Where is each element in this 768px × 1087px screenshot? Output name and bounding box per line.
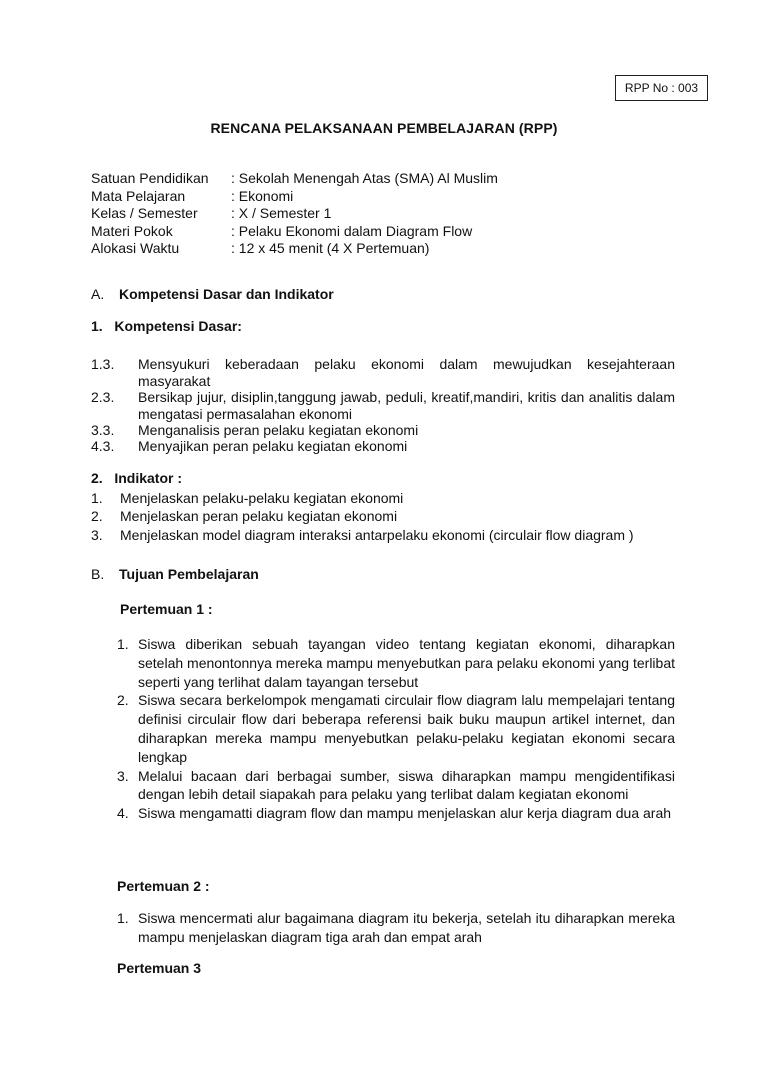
list-item bbox=[117, 804, 675, 823]
indikator-number: 1. bbox=[91, 490, 103, 506]
indikator-text: Menjelaskan pelaku-pelaku kegiatan ekonomi bbox=[120, 490, 404, 506]
pertemuan-2-list bbox=[117, 909, 675, 947]
indikator-number: 3. bbox=[91, 527, 103, 543]
kd-text: Menganalisis peran pelaku kegiatan ekonomi bbox=[138, 422, 419, 438]
list-item bbox=[117, 909, 675, 947]
kd-item bbox=[91, 422, 675, 439]
info-row-mapel bbox=[91, 188, 498, 206]
kd-number: 2.3. bbox=[91, 389, 115, 405]
identity-table bbox=[91, 170, 498, 258]
list-item bbox=[117, 767, 675, 805]
info-value: : Ekonomi bbox=[231, 187, 294, 204]
info-label: Mata Pelajaran bbox=[91, 187, 186, 204]
kd-number: 4.3. bbox=[91, 438, 115, 454]
info-value: : 12 x 45 menit (4 X Pertemuan) bbox=[231, 240, 430, 256]
list-text: Siswa mengamatti diagram flow dan mampu menjelaskan alur kerja diagram dua arah bbox=[138, 805, 672, 822]
list-text: Melalui bacaan dari berbagai sumber, siswa diharapkan mampu mengidentifikasi dengan lebih detail siapakah para pelaku yang terlibat dalam kegiatan ekonomi bbox=[138, 767, 675, 803]
indikator-number: 2. bbox=[91, 508, 103, 524]
kd-text: Mensyukuri keberadaan pelaku ekonomi dalam mewujudkan kesejahteraan masyarakat bbox=[138, 356, 675, 389]
kd-text: Bersikap jujur, disiplin,tanggung jawab, peduli, kreatif,mandiri, kritis dan analitis dalam mengatasi permasalahan ekonomi bbox=[138, 389, 675, 422]
indikator-text: Menjelaskan model diagram interaksi antarpelaku ekonomi (circulair flow diagram ) bbox=[120, 527, 634, 543]
list-text: Siswa diberikan sebuah tayangan video tentang kegiatan ekonomi, diharapkan setelah menontonnya mereka mampu menyebutkan para pelaku ekonomi yang terlibat seperti yang terlihat dalam tayangan tersebut bbox=[138, 636, 675, 690]
rpp-number-box: RPP No : 003 bbox=[615, 75, 708, 101]
document-title: RENCANA PELAKSANAAN PEMBELAJARAN (RPP) bbox=[210, 120, 558, 136]
info-label: Alokasi Waktu bbox=[91, 240, 180, 256]
kd-item bbox=[91, 389, 675, 422]
pertemuan-3-heading: Pertemuan 3 bbox=[117, 960, 202, 976]
kompetensi-dasar-heading: 1. Kompetensi Dasar: bbox=[91, 318, 242, 334]
kd-item bbox=[91, 356, 675, 389]
section-title: Kompetensi Dasar dan Indikator bbox=[119, 286, 334, 302]
info-value: : Sekolah Menengah Atas (SMA) Al Muslim bbox=[231, 170, 498, 186]
pertemuan-2-heading: Pertemuan 2 : bbox=[117, 878, 210, 894]
section-letter: A. bbox=[91, 286, 105, 302]
pertemuan-1-list bbox=[117, 635, 675, 823]
section-b-heading bbox=[91, 566, 259, 582]
info-label: Satuan Pendidikan bbox=[91, 170, 209, 186]
info-row-kelas bbox=[91, 205, 498, 223]
info-value: : Pelaku Ekonomi dalam Diagram Flow bbox=[231, 222, 473, 239]
info-row-alokasi bbox=[91, 240, 498, 258]
list-number: 3. bbox=[117, 767, 129, 784]
list-item bbox=[117, 635, 675, 691]
kd-number: 1.3. bbox=[91, 356, 115, 372]
indikator-heading: 2. Indikator : bbox=[91, 470, 183, 486]
kd-text: Menyajikan peran pelaku kegiatan ekonomi bbox=[138, 438, 408, 454]
list-number: 2. bbox=[117, 692, 129, 709]
section-title: Tujuan Pembelajaran bbox=[119, 566, 259, 582]
list-number: 4. bbox=[117, 805, 129, 822]
kd-item bbox=[91, 438, 675, 455]
list-number: 1. bbox=[117, 910, 129, 926]
list-text: Siswa mencermati alur bagaimana diagram itu bekerja, setelah itu diharapkan mereka mampu menjelaskan diagram tiga arah dan empat arah bbox=[138, 910, 675, 945]
info-row-satuan bbox=[91, 170, 498, 188]
info-label: Materi Pokok bbox=[91, 222, 173, 239]
pertemuan-1-heading: Pertemuan 1 : bbox=[120, 601, 213, 617]
list-text: Siswa secara berkelompok mengamati circulair flow diagram lalu mempelajari tentang definisi circulair flow dari beberapa referensi baik buku maupun artikel internet, dan diharapkan mereka mampu menyebutkan pelaku-pelaku kegiatan ekonomi secara lengkap bbox=[138, 692, 675, 765]
section-a-heading bbox=[91, 286, 334, 302]
indikator-text: Menjelaskan peran pelaku kegiatan ekonomi bbox=[120, 508, 398, 524]
kd-number: 3.3. bbox=[91, 422, 115, 438]
info-value: : X / Semester 1 bbox=[231, 205, 332, 221]
list-number: 1. bbox=[117, 636, 129, 652]
info-label: Kelas / Semester bbox=[91, 205, 198, 221]
list-item bbox=[117, 691, 675, 766]
section-letter: B. bbox=[91, 566, 105, 582]
info-row-materi bbox=[91, 223, 498, 241]
